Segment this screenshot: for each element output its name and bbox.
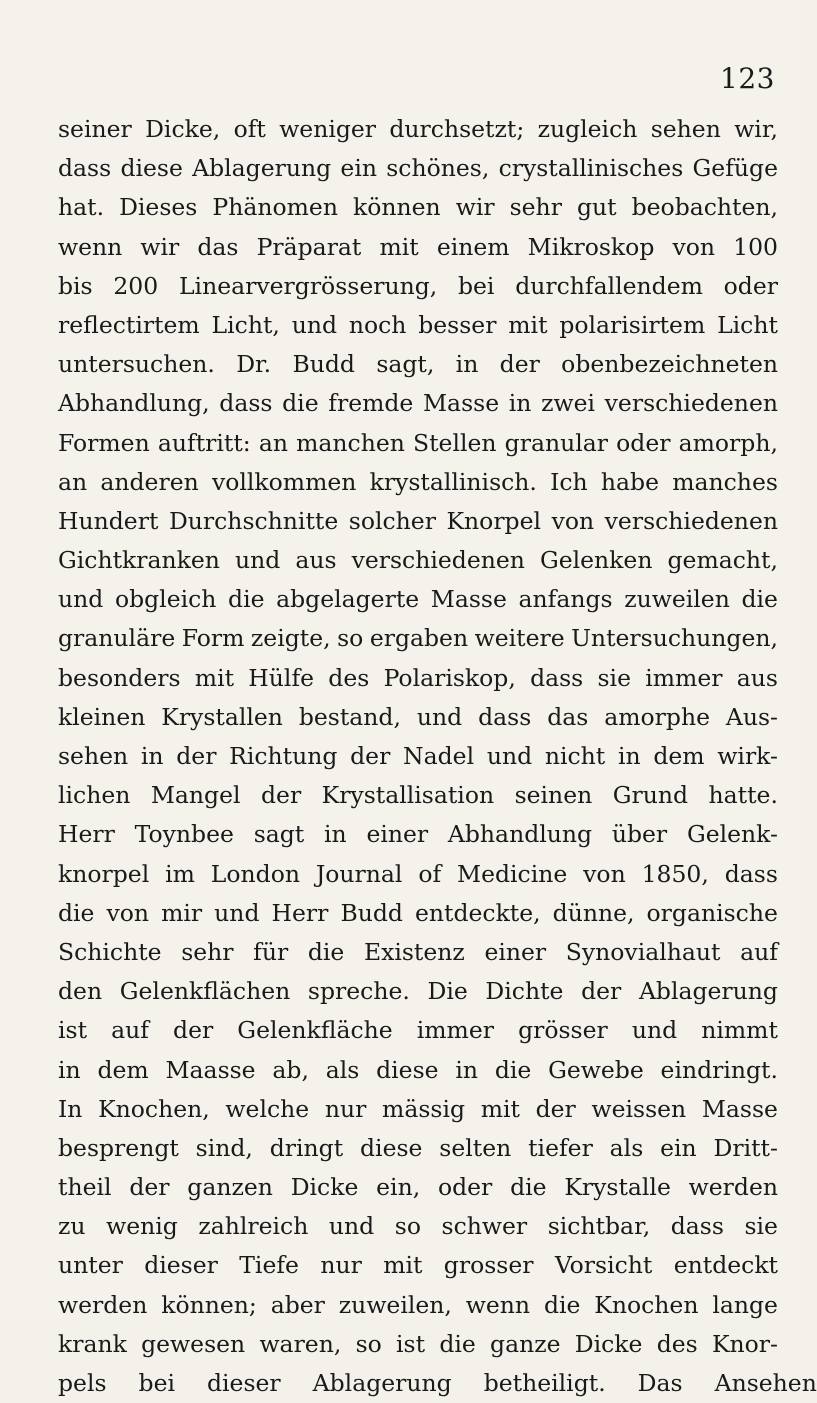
text-line: unter dieser Tiefe nur mit grosser Vorsicht entdeckt: [58, 1251, 778, 1280]
text-line: granuläre Form zeigte, so ergaben weitere Untersuchungen,: [58, 624, 778, 653]
text-line: besprengt sind, dringt diese selten tiefer als ein Dritt-: [58, 1133, 778, 1162]
text-line: die von mir und Herr Budd entdeckte, dünne, organische: [58, 898, 778, 927]
body-text: [58, 110, 817, 1403]
text-line: seiner Dicke, oft weniger durchsetzt; zugleich sehen wir,: [58, 115, 778, 143]
text-line: reflectirtem Licht, und noch besser mit polarisirtem Licht: [58, 310, 778, 339]
text-line: dass diese Ablagerung ein schönes, crystallinisches Gefüge: [58, 154, 778, 183]
text-line: sehen in der Richtung der Nadel und nicht in dem wirk-: [58, 742, 778, 770]
text-line: werden können; aber zuweilen, wenn die Knochen lange: [58, 1290, 778, 1319]
text-line: theil der ganzen Dicke ein, oder die Krystalle werden: [58, 1173, 778, 1202]
text-line: besonders mit Hülfe des Polariskop, dass sie immer aus: [58, 663, 778, 692]
text-line: in dem Maasse ab, als diese in die Gewebe eindringt.: [58, 1055, 778, 1084]
text-line: knorpel im London Journal of Medicine von 1850, dass: [58, 859, 778, 888]
text-line: den Gelenkflächen spreche. Die Dichte der Ablagerung: [58, 977, 778, 1006]
text-line: Formen auftritt: an manchen Stellen granular oder amorph,: [58, 428, 778, 457]
text-line: ist auf der Gelenkfläche immer grösser und nimmt: [58, 1016, 778, 1045]
text-line: wenn wir das Präparat mit einem Mikroskop von 100: [58, 232, 778, 261]
text-line: kleinen Krystallen bestand, und dass das amorphe Aus-: [58, 702, 778, 731]
text-line: zu wenig zahlreich und so schwer sichtbar, dass sie: [58, 1212, 778, 1241]
text-line: In Knochen, welche nur mässig mit der weissen Masse: [58, 1094, 778, 1123]
text-line: Schichte sehr für die Existenz einer Synovialhaut auf: [58, 937, 778, 966]
text-line: Abhandlung, dass die fremde Masse in zwei verschiedenen: [58, 389, 778, 418]
text-line: pels bei dieser Ablagerung betheiligt. Das Ansehen: [58, 1369, 817, 1397]
text-line: untersuchen. Dr. Budd sagt, in der obenbezeichneten: [58, 350, 778, 379]
text-line: und obgleich die abgelagerte Masse anfangs zuweilen die: [58, 585, 778, 614]
text-line: Gichtkranken und aus verschiedenen Gelenken gemacht,: [58, 546, 778, 575]
text-line: krank gewesen waren, so ist die ganze Dicke des Knor-: [58, 1329, 778, 1358]
text-line: lichen Mangel der Krystallisation seinen Grund hatte.: [58, 781, 778, 810]
page-number: 123: [720, 62, 775, 95]
text-line: Herr Toynbee sagt in einer Abhandlung über Gelenk-: [58, 820, 778, 849]
text-line: hat. Dieses Phänomen können wir sehr gut beobachten,: [58, 193, 778, 222]
text-line: Hundert Durchschnitte solcher Knorpel von verschiedenen: [58, 506, 778, 535]
text-line: an anderen vollkommen krystallinisch. Ich habe manches: [58, 467, 778, 496]
text-line: bis 200 Linearvergrösserung, bei durchfallendem oder: [58, 271, 778, 300]
